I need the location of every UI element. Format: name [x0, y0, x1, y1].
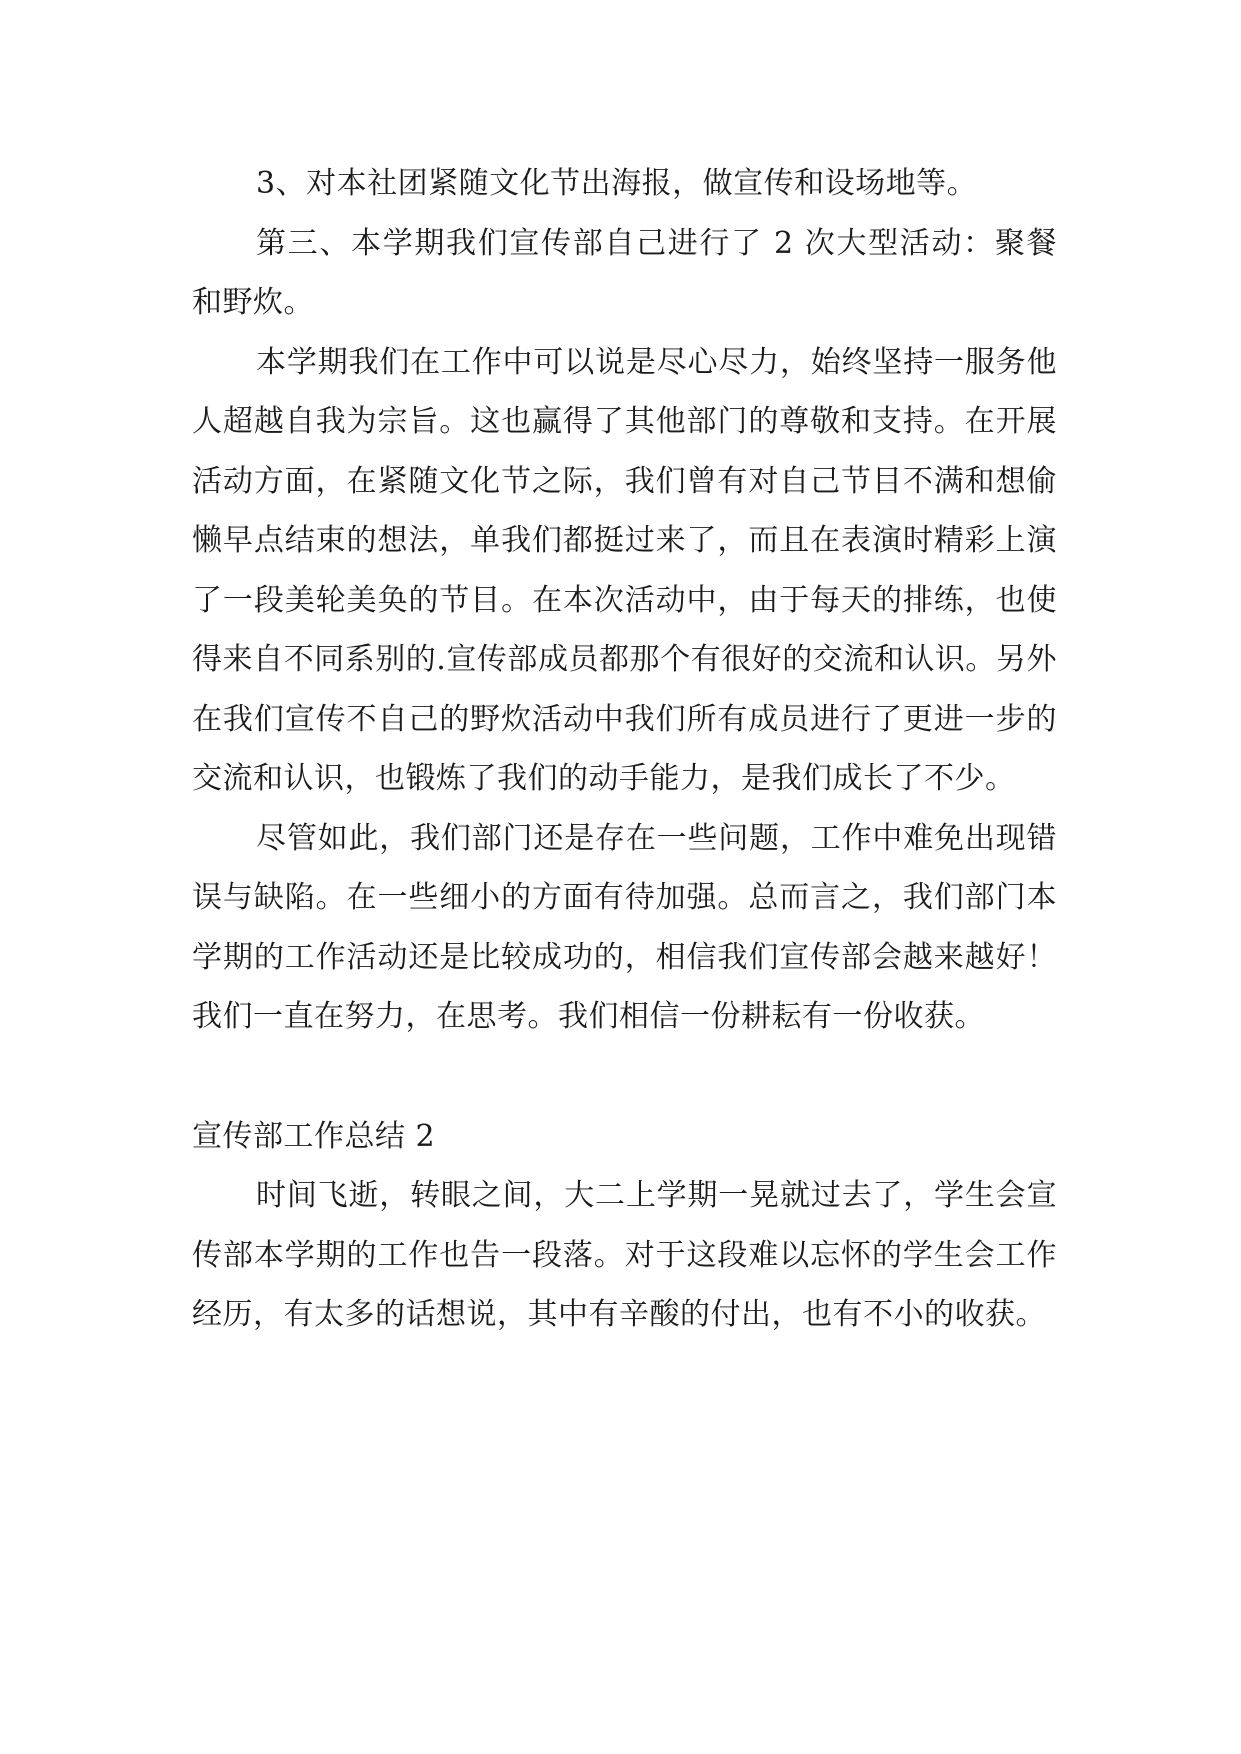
document-body [192, 154, 1057, 1345]
paragraph-part-three: 第三、本学期我们宣传部自己进行了 2 次大型活动：聚餐和野炊。 [192, 225, 1057, 320]
section-heading: 宣传部工作总结 2 [192, 1118, 436, 1154]
paragraph-problems-summary: 尽管如此，我们部门还是存在一些问题，工作中难免出现错误与缺陷。在一些细小的方面有待加强。总而言之，我们部门本学期的工作活动还是比较成功的，相信我们宣传部会越来越好！我们一直在努力，在思考。我们相信一份耕耘有一份收获。 [192, 820, 1057, 1034]
paragraph-semester-work: 本学期我们在工作中可以说是尽心尽力，始终坚持一服务他人超越自我为宗旨。这也赢得了其他部门的尊敬和支持。在开展活动方面，在紧随文化节之际，我们曾有对自己节目不满和想偷懒早点结束的想法，单我们都挺过来了，而且在表演时精彩上演了一段美轮美奂的节目。在本次活动中，由于每天的排练，也使得来自不同系别的.宣传部成员都那个有很好的交流和认识。另外在我们宣传不自己的野炊活动中我们所有成员进行了更进一步的交流和认识，也锻炼了我们的动手能力，是我们成长了不少。 [192, 344, 1057, 796]
paragraph-time-flies: 时间飞逝，转眼之间，大二上学期一晃就过去了，学生会宣传部本学期的工作也告一段落。对于这段难以忘怀的学生会工作经历，有太多的话想说，其中有辛酸的付出，也有不小的收获。 [192, 1178, 1057, 1332]
paragraph-item-3: 3、对本社团紧随文化节出海报，做宣传和设场地等。 [256, 166, 978, 201]
